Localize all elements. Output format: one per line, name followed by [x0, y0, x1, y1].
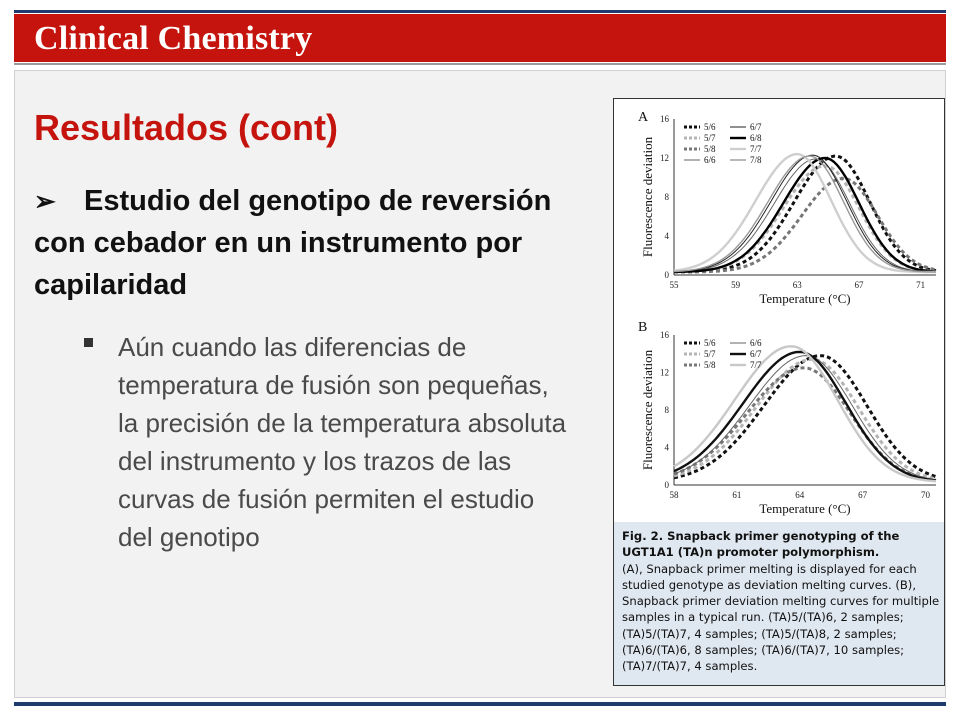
x-axis-label: Temperature (°C): [759, 501, 851, 516]
legend-label: 7/8: [750, 155, 762, 165]
top-rule: [0, 0, 960, 14]
x-tick-label: 61: [732, 490, 742, 500]
chart-panel-b: [614, 311, 944, 523]
chart-panel-a: [614, 101, 944, 311]
legend-label: 5/6: [704, 338, 716, 348]
x-tick-label: 59: [731, 280, 741, 290]
x-tick-label: 70: [921, 490, 931, 500]
legend-label: 6/6: [704, 155, 716, 165]
x-tick-label: 55: [669, 280, 679, 290]
x-tick-label: 63: [792, 280, 802, 290]
caption-title: Fig. 2. Snapback primer genotyping of the UGT1A1 (TA)n promoter polymorphism.: [622, 529, 900, 560]
y-tick-label: 0: [664, 480, 669, 490]
bullet-level1-text: Estudio del genotipo de reversión con cebador en un instrumento por capilaridad: [34, 185, 552, 301]
y-axis-label: Fluorescence deviation: [640, 136, 655, 258]
legend-label: 6/8: [750, 133, 762, 143]
curve-6-6: [674, 159, 936, 272]
y-tick-label: 8: [664, 192, 669, 202]
legend-label: 6/6: [750, 338, 762, 348]
x-axis-label: Temperature (°C): [759, 291, 851, 306]
x-tick-label: 67: [854, 280, 864, 290]
legend-label: 5/8: [704, 360, 716, 370]
x-tick-label: 58: [669, 490, 679, 500]
bullet-level2-text: Aún cuando las diferencias de temperatura de fusión son pequeñas, la precisión de la temperatura absoluta del instrumento y los trazos de las curvas de fusión permiten el estudio del genotipo: [118, 332, 567, 552]
legend-label: 6/7: [750, 349, 762, 359]
legend-label: 6/7: [750, 122, 762, 132]
y-tick-label: 16: [660, 330, 669, 340]
bottom-rule: [14, 702, 946, 706]
header-banner: [14, 14, 946, 62]
legend-label: 7/7: [750, 360, 762, 370]
x-tick-label: 64: [795, 490, 805, 500]
x-tick-label: 67: [858, 490, 868, 500]
y-tick-label: 0: [664, 270, 669, 280]
figure: [613, 98, 945, 686]
panel-label: A: [638, 110, 649, 125]
y-axis-label: Fluorescence deviation: [640, 349, 655, 471]
y-tick-label: 16: [660, 114, 669, 124]
curve-5-6: [674, 356, 936, 478]
legend-label: 5/8: [704, 144, 716, 154]
y-tick-label: 4: [664, 442, 669, 453]
square-bullet-icon: [84, 338, 93, 347]
y-tick-label: 8: [664, 405, 669, 415]
curve-5-6: [674, 156, 936, 272]
bullet-level1: [34, 180, 594, 306]
curve-7-8: [674, 156, 936, 272]
arrow-bullet-icon: ➢: [34, 186, 56, 216]
legend-label: 5/7: [704, 349, 716, 359]
caption-body: (A), Snapback primer melting is displayed for each studied genotype as deviation melting curves. (B), Snapback primer deviation melting curves for multiple samples in a typical run. (TA)5/(TA)6, 2 samples; (TA)5/(TA)7, 4 samples; (TA)5/(TA)8, 2 samples; (TA)6/(TA)6, 8 samples; (TA)6/(TA)7, 10 samples; (TA)7/(TA)7, 4 samples.: [622, 561, 940, 674]
x-tick-label: 71: [916, 280, 926, 290]
panel-label: B: [638, 320, 648, 335]
curve-6-8: [674, 158, 936, 272]
slide-title: Resultados (cont): [34, 107, 339, 148]
legend-label: 5/7: [704, 133, 716, 143]
curve-6-7: [674, 155, 936, 272]
legend-label: 5/6: [704, 122, 716, 132]
y-tick-label: 12: [660, 153, 669, 163]
legend-label: 7/7: [750, 144, 762, 154]
figure-caption: [614, 522, 944, 685]
journal-logo: Clinical Chemistry: [34, 20, 313, 57]
y-tick-label: 4: [664, 231, 669, 241]
y-tick-label: 12: [660, 367, 669, 378]
